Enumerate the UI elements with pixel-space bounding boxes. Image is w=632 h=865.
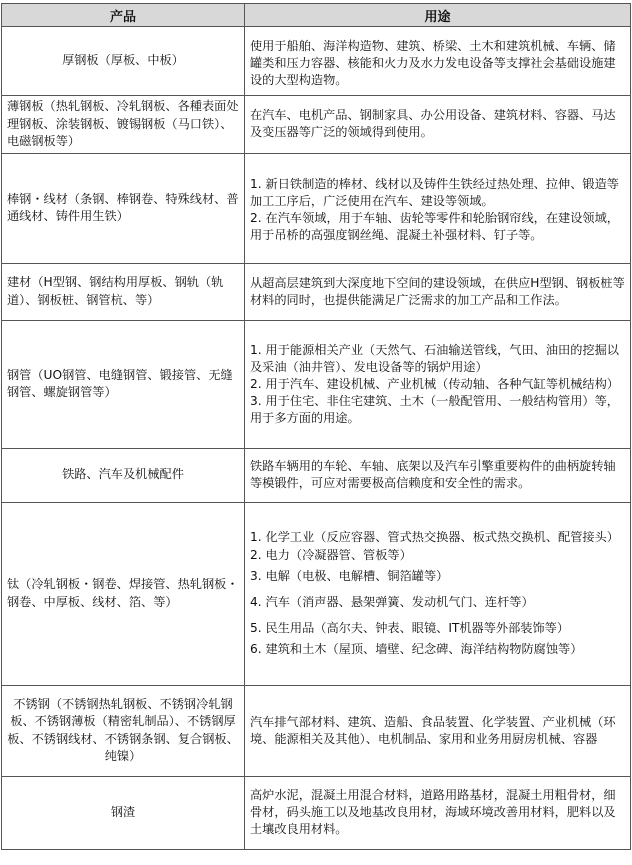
table-row	[2, 448, 631, 502]
usage-item: 3. 用于住宅、非住宅建筑、土木（一般配管用、一般结构管用）等，用于多方面的用途。	[250, 393, 619, 425]
product-column-header: 产品	[2, 4, 245, 27]
usage-item: 6. 建筑和土木（屋顶、墙壁、纪念碑、海洋结构物防腐蚀等）	[250, 642, 583, 656]
table-row	[2, 263, 631, 320]
usage-cell	[245, 153, 631, 263]
table-row	[2, 153, 631, 263]
usage-item: 4. 汽车（消声器、悬架弹簧、发动机气门、连杆等）	[250, 595, 534, 609]
product-cell: 厚钢板（厚板、中板）	[2, 27, 245, 96]
usage-item: 1. 用于能源相关产业（天然气、石油输送管线，气田、油田的挖掘以及采油（油井管）、发电设备等的锅炉用途）	[250, 342, 619, 374]
product-cell: 钛（冷轧钢板・钢卷、焊接管、热轧钢板・钢卷、中厚板、线材、箔、等）	[2, 502, 245, 685]
product-cell: 不锈钢（不锈钢热轧钢板、不锈钢冷轧钢板、不锈钢薄板（精密轧制品）、不锈钢厚板、不锈钢线材、不锈钢条钢、复合钢板、纯镍）	[2, 685, 245, 776]
usage-cell: 高炉水泥，混凝土用混合材料，道路用路基材，混凝土用粗骨材，细骨材，码头施工以及地基改良用材，海域环境改善用材料，肥料以及土壤改良用材料。	[245, 776, 631, 849]
table-row	[2, 320, 631, 448]
usage-column-header: 用途	[245, 4, 631, 27]
usage-item: 5. 民生用品（高尔夫、钟表、眼镜、IT机器等外部装饰等）	[250, 621, 570, 635]
header-row	[2, 4, 631, 27]
usage-cell	[245, 320, 631, 448]
usage-item: 2. 在汽车领域，用于车轴、齿轮等零件和轮胎钢帘线，在建设领域，用于吊桥的高强度钢丝绳、混凝土补强材料、钉子等。	[250, 211, 619, 242]
usage-cell: 从超高层建筑到大深度地下空间的建设领域，在供应H型钢、钢板桩等材料的同时，也提供能满足广泛需求的加工产品和工作法。	[245, 263, 631, 320]
table-row	[2, 96, 631, 154]
table-row	[2, 776, 631, 849]
product-cell: 铁路、汽车及机械配件	[2, 448, 245, 502]
product-cell: 棒钢・线材（条钢、棒钢卷、特殊线材、普通线材、铸件用生铁）	[2, 153, 245, 263]
usage-cell	[245, 502, 631, 685]
usage-cell: 在汽车、电机产品、钢制家具、办公用设备、建筑材料、容器、马达及变压器等广泛的领域得到使用。	[245, 96, 631, 154]
usage-item: 1. 化学工业（反应容器、管式热交换器、板式热交换机、配管接头）	[250, 530, 619, 544]
table-row	[2, 27, 631, 96]
usage-item: 1. 新日铁制造的棒材、线材以及铸件生铁经过热处理、拉伸、锻造等加工工序后，广泛使用在汽车、建设等领域。	[250, 177, 619, 208]
product-cell: 钢管（UO钢管、电缝钢管、锻接管、无缝钢管、螺旋钢管等）	[2, 320, 245, 448]
usage-item: 3. 电解（电极、电解槽、铜箔罐等）	[250, 569, 449, 583]
product-cell: 薄钢板（热轧钢板、冷轧钢板、各種表面处理钢板、涂装钢板、镀锡钢板（马口铁）、电磁钢板等）	[2, 96, 245, 154]
usage-cell: 铁路车辆用的车轮、车轴、底架以及汽车引擎重要构件的曲柄旋转轴等模锻件，可应对需要极高信赖度和安全性的需求。	[245, 448, 631, 502]
table-row	[2, 502, 631, 685]
usage-item: 2. 电力（冷凝器管、管板等）	[250, 548, 412, 562]
product-usage-table	[1, 3, 631, 850]
usage-cell: 使用于船舶、海洋构造物、建筑、桥梁、土木和建筑机械、车辆、储罐类和压力容器、核能和火力及水力发电设备等支撑社会基础设施建设的大型构造物。	[245, 27, 631, 96]
table-row	[2, 685, 631, 776]
usage-item: 2. 用于汽车、建设机械、产业机械（传动轴、各种气缸等机械结构）	[250, 376, 619, 391]
product-cell: 钢渣	[2, 776, 245, 849]
usage-cell: 汽车排气部材料、建筑、造船、食品装置、化学装置、产业机械（环境、能源相关及其他）、电机制品、家用和业务用厨房机械、容器	[245, 685, 631, 776]
product-cell: 建材（H型钢、钢结构用厚板、钢轨（轨道）、钢板桩、钢管杭、等）	[2, 263, 245, 320]
